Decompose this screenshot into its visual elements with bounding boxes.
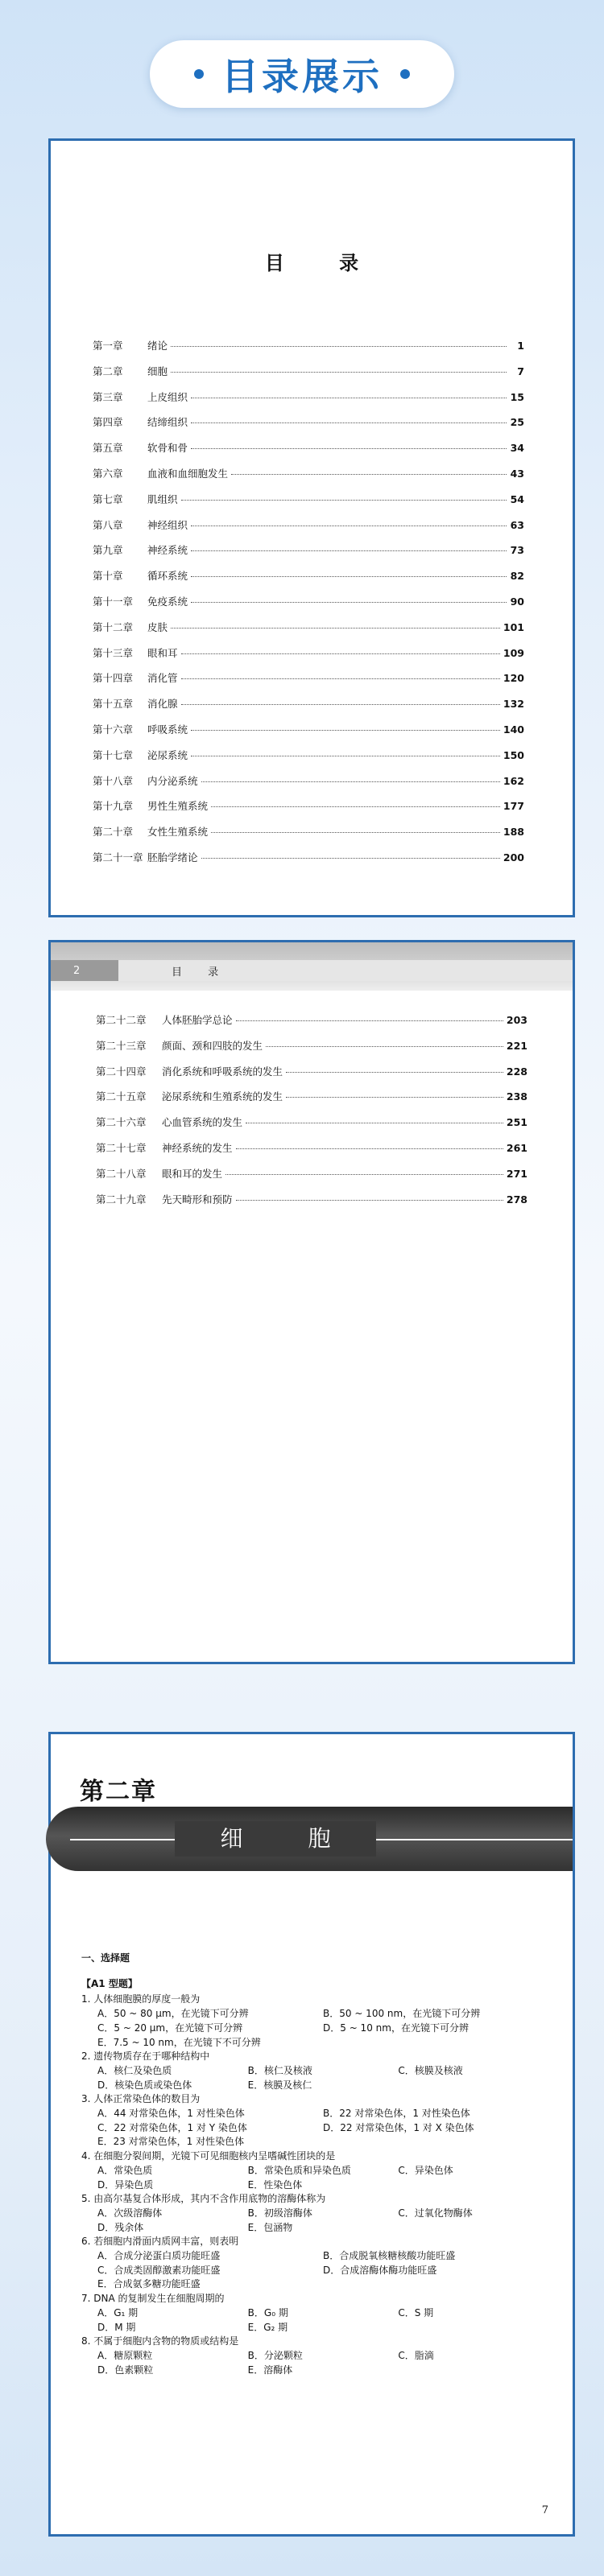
answer-option: E．合成氨多糖功能旺盛 [97,2278,201,2290]
toc-entry [93,748,524,773]
toc-chapter: 第十一章 [93,595,134,608]
answer-option: C．合成类固醇激素功能旺盛 [97,2264,221,2276]
question [81,2050,548,2092]
toc-entry [93,722,524,748]
toc-entry [96,1012,527,1038]
toc-chapter: 第十五章 [93,698,134,711]
toc-page-number: 90 [510,595,524,608]
toc-page-number: 109 [503,646,524,659]
answer-option: B．50 ~ 100 nm，在光镜下可分辨 [323,2008,481,2020]
answer-option: E．溶酶体 [247,2364,293,2376]
toc-entry [96,1064,527,1090]
toc-entry [93,389,524,415]
question-stem: 8. 不属于细胞内含物的物质或结构是 [81,2335,239,2347]
toc-list [96,1012,527,1217]
toc-chapter: 第二十九章 [96,1193,147,1206]
toc-entry [93,645,524,671]
answer-option: A．糖原颗粒 [97,2349,153,2361]
toc-leader-dots [171,372,507,373]
toc-chapter-name: 循环系统 [147,570,188,583]
question-stem: 3. 人体正常染色体的数目为 [81,2093,201,2105]
toc-entry [93,466,524,492]
toc-page-number: 101 [503,620,524,633]
answer-option: C．过氧化物酶体 [398,2207,473,2219]
toc-leader-dots [231,474,507,475]
toc-page-2 [48,940,575,1664]
toc-leader-dots [171,346,507,347]
toc-chapter: 第七章 [93,493,123,505]
toc-chapter-name: 消化腺 [147,698,178,711]
toc-entry [93,568,524,594]
section-banner [150,40,454,108]
answer-option: A．44 对常染色体，1 对性染色体 [97,2108,245,2120]
toc-page-number: 54 [510,493,524,505]
toc-chapter-name: 内分泌系统 [147,774,198,787]
toc-entry [93,824,524,850]
toc-entry [93,850,524,876]
question-area [81,1952,548,2377]
toc-chapter-name: 软骨和骨 [147,442,188,455]
answer-option: A．核仁及染色质 [97,2064,172,2076]
answer-option: C．5 ~ 20 μm，在光镜下可分辨 [97,2022,243,2034]
answer-option: E．7.5 ~ 10 nm，在光镜下不可分辨 [97,2036,261,2048]
toc-chapter-name: 眼和耳的发生 [162,1167,223,1180]
toc-entry [93,773,524,799]
option-list [81,2306,548,2335]
toc-page-number: 251 [506,1116,527,1129]
toc-chapter: 第二十三章 [96,1039,147,1052]
toc-chapter: 第十四章 [93,672,134,685]
toc-chapter: 第二十八章 [96,1167,147,1180]
answer-option: E．包涵物 [247,2221,293,2233]
toc-chapter: 第三章 [93,390,123,403]
toc-entry [93,620,524,645]
question [81,2335,548,2377]
toc-entry [93,594,524,620]
toc-chapter-name: 女性生殖系统 [147,826,209,839]
toc-leader-dots [236,1148,503,1149]
toc-page-number: 120 [503,672,524,685]
toc-chapter-name: 皮肤 [147,620,168,633]
toc-leader-dots [191,550,507,551]
toc-chapter-name: 免疫系统 [147,595,188,608]
question [81,2092,548,2149]
toc-chapter-name: 先天畸形和预防 [162,1193,233,1206]
question-stem: 5. 由高尔基复合体形成，其内不含作用底物的溶酶体称为 [81,2193,326,2205]
toc-list [93,338,524,876]
answer-option: A．次级溶酶体 [97,2207,163,2219]
question-stem: 6. 若细胞内滑面内质网丰富，则表明 [81,2236,239,2248]
toc-page-number: 200 [503,851,524,863]
answer-option: E．性染色体 [247,2178,303,2191]
toc-entry [96,1192,527,1218]
option-list [81,2064,548,2092]
toc-chapter-name: 人体胚胎学总论 [162,1014,233,1026]
toc-chapter: 第十三章 [93,646,134,659]
toc-leader-dots [171,628,500,629]
answer-option: B．合成脱氧核糖核酸功能旺盛 [323,2250,456,2262]
answer-option: D．22 对常染色体，1 对 X 染色体 [323,2121,474,2133]
header-band [51,960,573,981]
toc-chapter-name: 消化管 [147,672,178,685]
banner-dot-left [194,69,204,79]
toc-page-number: 132 [503,698,524,711]
toc-page-number: 203 [506,1014,527,1026]
toc-chapter: 第五章 [93,442,123,455]
toc-leader-dots [191,602,507,603]
question-stem: 2. 遗传物质存在于哪种结构中 [81,2050,210,2063]
toc-leader-dots [181,653,500,654]
toc-chapter-name: 眼和耳 [147,646,178,659]
toc-page-number: 1 [517,340,524,352]
toc-chapter: 第四章 [93,416,123,429]
header-title: 目 录 [172,966,230,979]
toc-page-number: 7 [517,365,524,377]
toc-leader-dots [211,832,500,833]
toc-chapter: 第八章 [93,518,123,531]
toc-page-number: 162 [503,774,524,787]
toc-leader-dots [201,781,500,782]
question [81,2192,548,2235]
toc-leader-dots [181,678,500,679]
answer-option: B．22 对常染色体，1 对性染色体 [323,2108,470,2120]
answer-option: A．G₁ 期 [97,2306,139,2318]
answer-option: A．常染色质 [97,2164,153,2176]
answer-option: A．50 ~ 80 μm，在光镜下可分辨 [97,2008,249,2020]
answer-option: C．异染色体 [398,2164,453,2176]
toc-entry [93,492,524,517]
answer-option: C．核膜及核液 [398,2064,463,2076]
toc-chapter-name: 胚胎学绪论 [147,851,198,863]
toc-chapter: 第一章 [93,340,123,352]
toc-page-number: 34 [510,442,524,455]
answer-option: E．G₂ 期 [247,2321,288,2333]
toc-chapter: 第二十二章 [96,1014,147,1026]
toc-leader-dots [211,806,500,807]
toc-entry [93,338,524,364]
toc-page-number: 188 [503,826,524,839]
toc-chapter-name: 肌组织 [147,493,178,505]
toc-heading: 目 录 [264,251,383,274]
toc-chapter: 第十二章 [93,620,134,633]
toc-entry [96,1089,527,1115]
toc-entry [93,542,524,568]
toc-page-number: 177 [503,800,524,813]
question-stem: 4. 在细胞分裂间期，光镜下可见细胞核内呈嗜碱性团块的是 [81,2150,336,2162]
option-list [81,2007,548,2050]
answer-option: B．常染色质和异染色质 [247,2164,351,2176]
answer-option: C．S 期 [398,2306,434,2318]
toc-entry [96,1038,527,1064]
toc-page-1 [48,138,575,917]
banner-title: 目录展示 [221,55,383,98]
toc-chapter-name: 血液和血细胞发生 [147,467,229,480]
toc-chapter: 第二十六章 [96,1116,147,1129]
answer-option: C．脂滴 [398,2349,434,2361]
toc-leader-dots [201,858,500,859]
toc-leader-dots [236,1020,503,1021]
toc-leader-dots [286,1072,503,1073]
toc-page-number: 63 [510,518,524,531]
toc-entry [93,414,524,440]
chapter-title: 细 胞 [175,1821,376,1857]
toc-chapter-name: 神经系统的发生 [162,1141,233,1154]
header-page-number: 2 [51,960,118,981]
answer-option: B．初级溶酶体 [247,2207,312,2219]
toc-page-number: 238 [506,1090,527,1103]
toc-entry [96,1140,527,1166]
toc-chapter: 第二十四章 [96,1065,147,1078]
toc-page-number: 261 [506,1141,527,1154]
toc-chapter-name: 绪论 [147,340,168,352]
toc-page-number: 150 [503,748,524,761]
option-list [81,2164,548,2192]
toc-chapter-name: 消化系统和呼吸系统的发生 [162,1065,283,1078]
toc-entry [96,1115,527,1140]
answer-option: D．色素颗粒 [97,2364,154,2376]
toc-chapter: 第二十章 [93,826,134,839]
answer-option: D．M 期 [97,2321,136,2333]
page-number: 7 [541,2504,548,2516]
toc-chapter: 第二十一章 [93,851,143,863]
toc-page-number: 25 [510,416,524,429]
toc-chapter: 第九章 [93,544,123,557]
option-list [81,2107,548,2149]
question [81,2149,548,2192]
toc-chapter: 第十七章 [93,748,134,761]
toc-entry [93,440,524,466]
toc-entry [96,1166,527,1192]
answer-option: A．合成分泌蛋白质功能旺盛 [97,2250,221,2262]
subsection-heading: 【A1 型题】 [81,1977,138,1989]
toc-entry [93,670,524,696]
question-list [81,1993,548,2377]
answer-option: B．核仁及核液 [247,2064,312,2076]
toc-chapter: 第十章 [93,570,123,583]
toc-chapter: 第十六章 [93,723,134,736]
section-heading: 一、选择题 [81,1952,130,1964]
question-stem: 1. 人体细胞膜的厚度一般为 [81,1993,201,2005]
toc-entry [93,798,524,824]
toc-chapter-name: 神经系统 [147,544,188,557]
chapter-page [48,1732,575,2537]
answer-option: D．核染色质或染色体 [97,2079,192,2091]
toc-chapter-name: 神经组织 [147,518,188,531]
option-list [81,2349,548,2377]
toc-leader-dots [225,1174,503,1175]
answer-option: E．核膜及核仁 [247,2079,312,2091]
toc-entry [93,517,524,543]
chapter-title-bar [46,1807,573,1871]
option-list [81,2207,548,2235]
page-header [51,942,573,991]
toc-leader-dots [286,1097,503,1098]
toc-chapter: 第十九章 [93,800,134,813]
question-stem: 7. DNA 的复制发生在细胞周期的 [81,2293,225,2305]
toc-chapter-name: 呼吸系统 [147,723,188,736]
toc-chapter-name: 泌尿系统和生殖系统的发生 [162,1090,283,1103]
answer-option: D．异染色质 [97,2178,154,2191]
answer-option: E．23 对常染色体，1 对性染色体 [97,2136,245,2148]
toc-leader-dots [181,704,500,705]
toc-chapter-name: 男性生殖系统 [147,800,209,813]
toc-chapter-name: 心血管系统的发生 [162,1116,243,1129]
question [81,2235,548,2292]
toc-page-number: 43 [510,467,524,480]
toc-page-number: 228 [506,1065,527,1078]
toc-page-number: 82 [510,570,524,583]
chapter-label: 第二章 [80,1778,157,1806]
answer-option: B．G₀ 期 [247,2306,288,2318]
toc-leader-dots [236,1200,503,1201]
answer-option: D．合成溶酶体酶功能旺盛 [323,2264,437,2276]
toc-page-number: 278 [506,1193,527,1206]
toc-chapter: 第二十五章 [96,1090,147,1103]
toc-entry [93,696,524,722]
question [81,1993,548,2050]
option-list [81,2249,548,2292]
toc-chapter-name: 细胞 [147,365,168,377]
toc-leader-dots [191,576,507,577]
toc-leader-dots [191,422,507,423]
toc-leader-dots [191,448,507,449]
toc-chapter: 第二十七章 [96,1141,147,1154]
toc-leader-dots [191,730,500,731]
answer-option: C．22 对常染色体，1 对 Y 染色体 [97,2121,247,2133]
toc-chapter: 第六章 [93,467,123,480]
toc-chapter-name: 泌尿系统 [147,748,188,761]
answer-option: B．分泌颗粒 [247,2349,303,2361]
toc-leader-dots [181,500,507,501]
toc-chapter: 第十八章 [93,774,134,787]
toc-chapter-name: 上皮组织 [147,390,188,403]
toc-chapter: 第二章 [93,365,123,377]
toc-chapter-name: 颜面、颈和四肢的发生 [162,1039,263,1052]
toc-page-number: 221 [506,1039,527,1052]
toc-entry [93,364,524,389]
toc-page-number: 140 [503,723,524,736]
toc-chapter-name: 结缔组织 [147,416,188,429]
toc-leader-dots [266,1046,503,1047]
question [81,2292,548,2335]
answer-option: D．5 ~ 10 nm，在光镜下可分辨 [323,2022,469,2034]
answer-option: D．残余体 [97,2221,144,2233]
toc-page-number: 271 [506,1167,527,1180]
toc-page-number: 73 [510,544,524,557]
toc-page-number: 15 [510,390,524,403]
banner-dot-right [400,69,410,79]
